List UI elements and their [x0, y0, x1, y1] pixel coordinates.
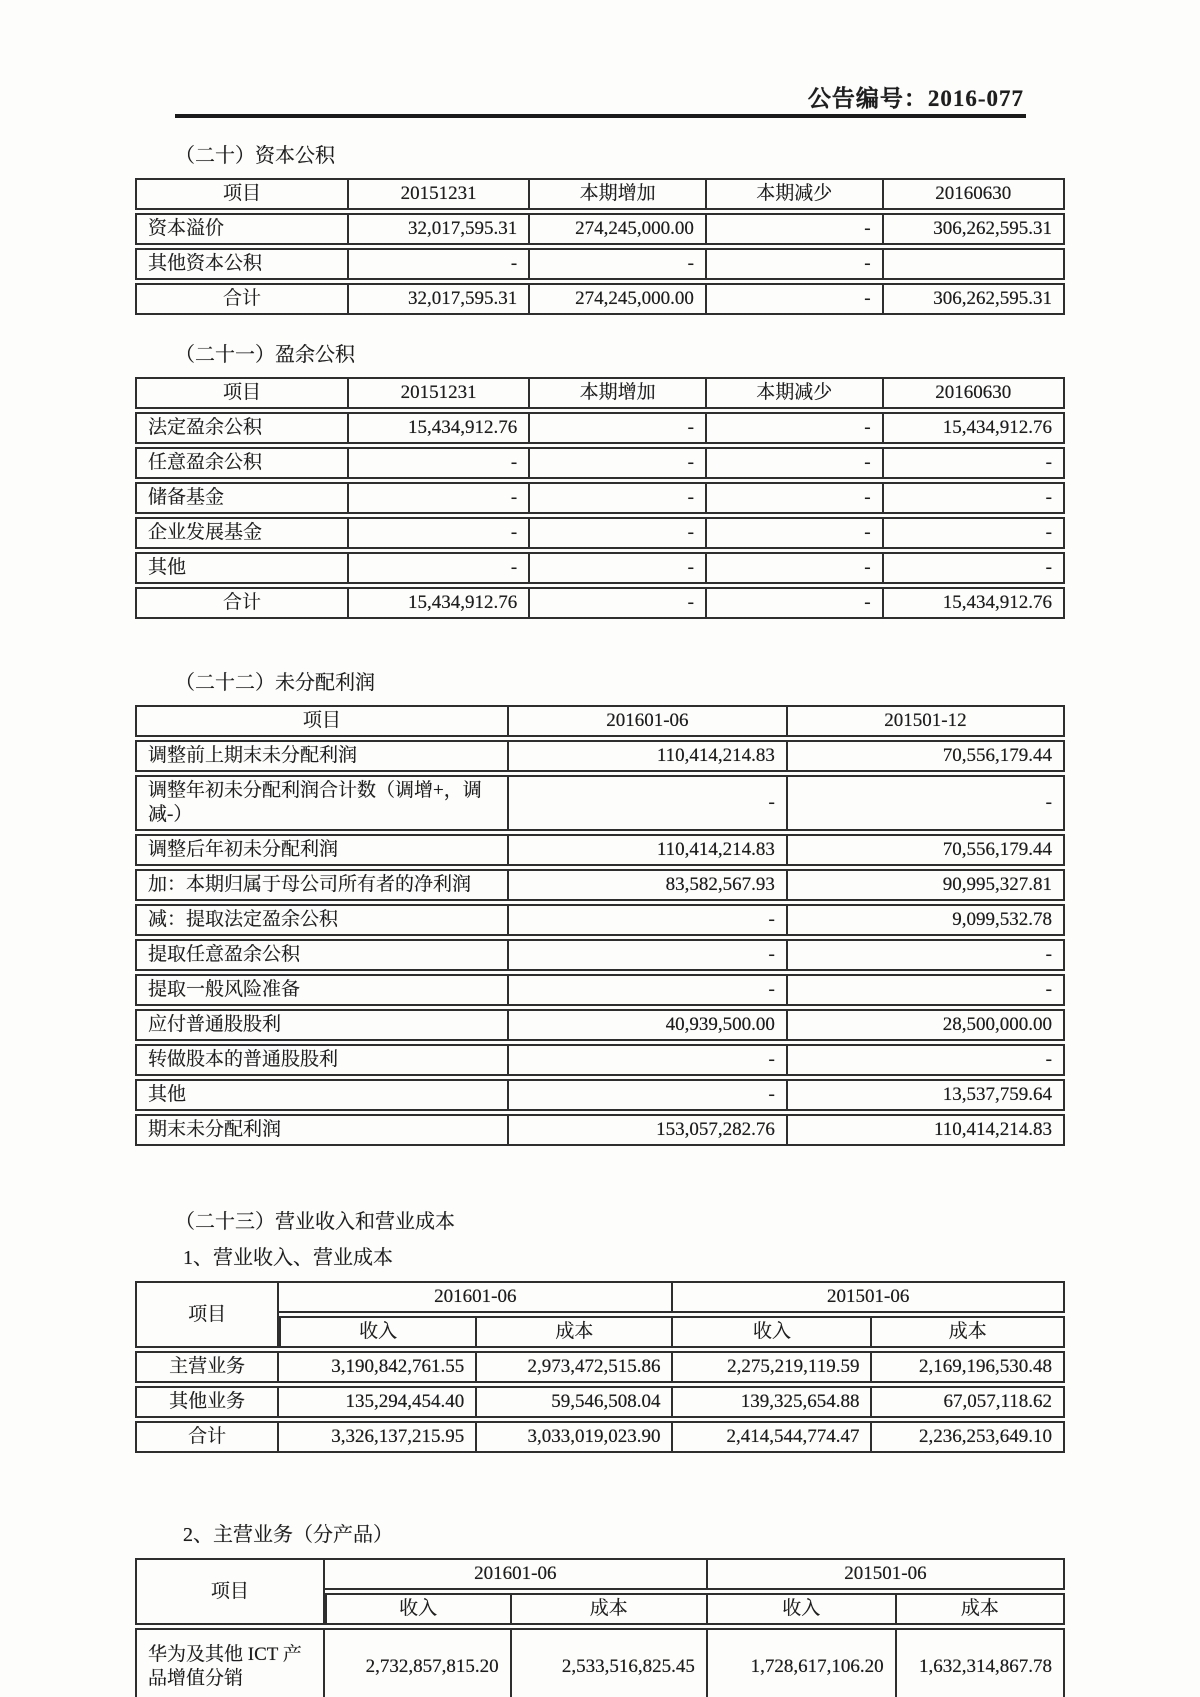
table-cell: -	[788, 775, 1065, 831]
table-cell: 15,434,912.76	[349, 412, 530, 444]
header-rule	[175, 114, 1026, 118]
table-cell: 15,434,912.76	[884, 587, 1065, 619]
table-cell: -	[530, 412, 707, 444]
table-cell: -	[509, 974, 788, 1006]
table-cell: 加：本期归属于母公司所有者的净利润	[135, 869, 509, 901]
table-cell: 其他业务	[135, 1386, 279, 1418]
table-row	[135, 869, 1065, 901]
table-cell: 2,169,196,530.48	[872, 1351, 1065, 1383]
table-cell: 110,414,214.83	[509, 834, 788, 866]
table-cell: -	[509, 1044, 788, 1076]
column-header-period: 201501-06	[673, 1281, 1065, 1313]
table-cell: 2,275,219,119.59	[673, 1351, 872, 1383]
column-header: 本期增加	[530, 377, 707, 409]
table-cell: 70,556,179.44	[788, 834, 1065, 866]
table-cell: 28,500,000.00	[788, 1009, 1065, 1041]
table-cell: -	[530, 447, 707, 479]
column-header: 201601-06	[509, 705, 788, 737]
table-row	[135, 775, 1065, 831]
table-cell: 306,262,595.31	[884, 283, 1065, 315]
table-cell: 期末未分配利润	[135, 1114, 509, 1146]
table-cell: 其他	[135, 552, 349, 584]
table-cell: 2,732,857,815.20	[325, 1628, 512, 1697]
column-header: 项目	[135, 1558, 325, 1625]
table-header-row	[135, 1558, 1065, 1590]
table-cell: 资本溢价	[135, 213, 349, 245]
table-cell: -	[788, 974, 1065, 1006]
table-cell: 2,533,516,825.45	[512, 1628, 708, 1697]
table-cell: -	[707, 587, 884, 619]
table-cell: 274,245,000.00	[530, 283, 707, 315]
column-header: 本期减少	[707, 377, 884, 409]
column-subheader: 成本	[872, 1316, 1065, 1348]
table-row	[135, 1421, 1065, 1453]
table-cell: 提取一般风险准备	[135, 974, 509, 1006]
table-cell: -	[884, 482, 1065, 514]
column-header-period: 201501-06	[708, 1558, 1065, 1590]
table-cell: 153,057,282.76	[509, 1114, 788, 1146]
table-row	[135, 482, 1065, 514]
table-cell: 企业发展基金	[135, 517, 349, 549]
table-cell: 139,325,654.88	[673, 1386, 872, 1418]
table-cell: -	[349, 248, 530, 280]
table-cell: -	[707, 517, 884, 549]
column-header: 201501-12	[788, 705, 1065, 737]
column-header: 20151231	[349, 178, 530, 210]
table-header-row	[135, 705, 1065, 737]
table-cell: -	[707, 482, 884, 514]
table-header-row	[135, 1281, 1065, 1313]
section-title-capital-reserve: （二十）资本公积	[175, 145, 335, 167]
table-cell: -	[884, 447, 1065, 479]
capital-reserve-table	[135, 175, 1065, 318]
revenue-cost-table	[135, 1278, 1065, 1456]
table-row	[135, 1386, 1065, 1418]
table-cell: -	[788, 1044, 1065, 1076]
table-cell: 110,414,214.83	[788, 1114, 1065, 1146]
column-subheader: 成本	[512, 1593, 708, 1625]
section-title-revenue-cost: （二十三）营业收入和营业成本	[175, 1211, 455, 1233]
table-cell: -	[530, 587, 707, 619]
section-title-undistributed-profit: （二十二）未分配利润	[175, 672, 375, 694]
column-header: 项目	[135, 1281, 279, 1348]
column-header: 本期减少	[707, 178, 884, 210]
table-row	[135, 412, 1065, 444]
table-cell: 3,190,842,761.55	[279, 1351, 477, 1383]
table-cell: 90,995,327.81	[788, 869, 1065, 901]
table-row	[135, 939, 1065, 971]
table-cell: -	[707, 552, 884, 584]
table-row	[135, 1009, 1065, 1041]
table-row	[135, 587, 1065, 619]
section-title-surplus-reserve: （二十一）盈余公积	[175, 344, 355, 366]
table-cell: 40,939,500.00	[509, 1009, 788, 1041]
column-subheader: 收入	[708, 1593, 897, 1625]
table-cell: -	[707, 447, 884, 479]
table-row	[135, 1079, 1065, 1111]
column-header: 20151231	[349, 377, 530, 409]
table-cell: 其他资本公积	[135, 248, 349, 280]
table-cell: 306,262,595.31	[884, 213, 1065, 245]
table-cell: -	[349, 517, 530, 549]
table-cell: 67,057,118.62	[872, 1386, 1065, 1418]
table-cell: 70,556,179.44	[788, 740, 1065, 772]
table-cell: -	[707, 283, 884, 315]
table-header-row	[135, 178, 1065, 210]
table-cell: 59,546,508.04	[477, 1386, 673, 1418]
table-cell: 13,537,759.64	[788, 1079, 1065, 1111]
column-header: 本期增加	[530, 178, 707, 210]
table-cell: 任意盈余公积	[135, 447, 349, 479]
column-header-period: 201601-06	[279, 1281, 673, 1313]
table-cell: 调整后年初未分配利润	[135, 834, 509, 866]
table-row	[135, 1351, 1065, 1383]
table-cell: 135,294,454.40	[279, 1386, 477, 1418]
table-cell: -	[530, 248, 707, 280]
table-cell: 提取任意盈余公积	[135, 939, 509, 971]
table-cell: -	[707, 412, 884, 444]
table-cell: 调整年初未分配利润合计数（调增+，调减-）	[135, 775, 509, 831]
table-cell: 合计	[135, 283, 349, 315]
column-header: 20160630	[884, 377, 1065, 409]
table-row	[135, 1044, 1065, 1076]
table-cell: 减：提取法定盈余公积	[135, 904, 509, 936]
column-header-period: 201601-06	[325, 1558, 708, 1590]
table-cell: -	[349, 482, 530, 514]
column-subheader: 成本	[477, 1316, 673, 1348]
table-cell: 法定盈余公积	[135, 412, 349, 444]
table-row	[135, 904, 1065, 936]
table-cell: -	[788, 939, 1065, 971]
column-subheader: 收入	[279, 1316, 477, 1348]
table-cell: -	[509, 1079, 788, 1111]
column-header: 项目	[135, 377, 349, 409]
table-cell: 合计	[135, 587, 349, 619]
table-cell: 83,582,567.93	[509, 869, 788, 901]
column-header: 20160630	[884, 178, 1065, 210]
column-subheader: 成本	[897, 1593, 1065, 1625]
revenue-by-product-table	[135, 1555, 1065, 1697]
table-cell: -	[884, 552, 1065, 584]
subsection-title-revenue-cost: 1、营业收入、营业成本	[183, 1247, 393, 1269]
table-cell: 15,434,912.76	[349, 587, 530, 619]
surplus-reserve-table	[135, 374, 1065, 622]
table-row	[135, 1114, 1065, 1146]
table-row	[135, 517, 1065, 549]
table-cell: -	[707, 248, 884, 280]
column-header: 项目	[135, 178, 349, 210]
table-cell: 2,973,472,515.86	[477, 1351, 673, 1383]
table-cell: -	[509, 775, 788, 831]
table-cell: -	[349, 447, 530, 479]
table-row	[135, 213, 1065, 245]
table-cell: 15,434,912.76	[884, 412, 1065, 444]
table-cell: 9,099,532.78	[788, 904, 1065, 936]
table-cell: -	[884, 517, 1065, 549]
table-cell: -	[530, 482, 707, 514]
table-cell: -	[509, 939, 788, 971]
table-row	[135, 974, 1065, 1006]
table-cell: 储备基金	[135, 482, 349, 514]
table-cell: 华为及其他 ICT 产品增值分销	[135, 1628, 325, 1697]
column-subheader: 收入	[325, 1593, 512, 1625]
table-row	[135, 834, 1065, 866]
undistributed-profit-table	[135, 702, 1065, 1149]
table-cell: -	[530, 552, 707, 584]
table-cell: -	[707, 213, 884, 245]
table-cell: 2,236,253,649.10	[872, 1421, 1065, 1453]
table-cell	[884, 248, 1065, 280]
table-cell: 274,245,000.00	[530, 213, 707, 245]
table-cell: 转做股本的普通股股利	[135, 1044, 509, 1076]
table-cell: 应付普通股股利	[135, 1009, 509, 1041]
table-cell: 32,017,595.31	[349, 213, 530, 245]
table-cell: 主营业务	[135, 1351, 279, 1383]
table-cell: 调整前上期末未分配利润	[135, 740, 509, 772]
table-cell: 其他	[135, 1079, 509, 1111]
table-cell: -	[530, 517, 707, 549]
column-header: 项目	[135, 705, 509, 737]
table-row	[135, 248, 1065, 280]
table-cell: 3,326,137,215.95	[279, 1421, 477, 1453]
table-cell: 2,414,544,774.47	[673, 1421, 872, 1453]
table-cell: -	[349, 552, 530, 584]
table-header-row	[135, 377, 1065, 409]
table-row	[135, 283, 1065, 315]
column-subheader: 收入	[673, 1316, 872, 1348]
table-cell: 合计	[135, 1421, 279, 1453]
table-cell: 110,414,214.83	[509, 740, 788, 772]
table-row	[135, 740, 1065, 772]
table-cell: -	[509, 904, 788, 936]
table-row	[135, 1628, 1065, 1697]
table-row	[135, 447, 1065, 479]
table-cell: 1,728,617,106.20	[708, 1628, 897, 1697]
page-content	[135, 139, 1065, 1697]
table-cell: 1,632,314,867.78	[897, 1628, 1065, 1697]
doc-number: 公告编号：2016-077	[807, 86, 1024, 111]
table-cell: 3,033,019,023.90	[477, 1421, 673, 1453]
table-cell: 32,017,595.31	[349, 283, 530, 315]
table-row	[135, 552, 1065, 584]
subsection-title-revenue-by-product: 2、主营业务（分产品）	[183, 1524, 393, 1546]
